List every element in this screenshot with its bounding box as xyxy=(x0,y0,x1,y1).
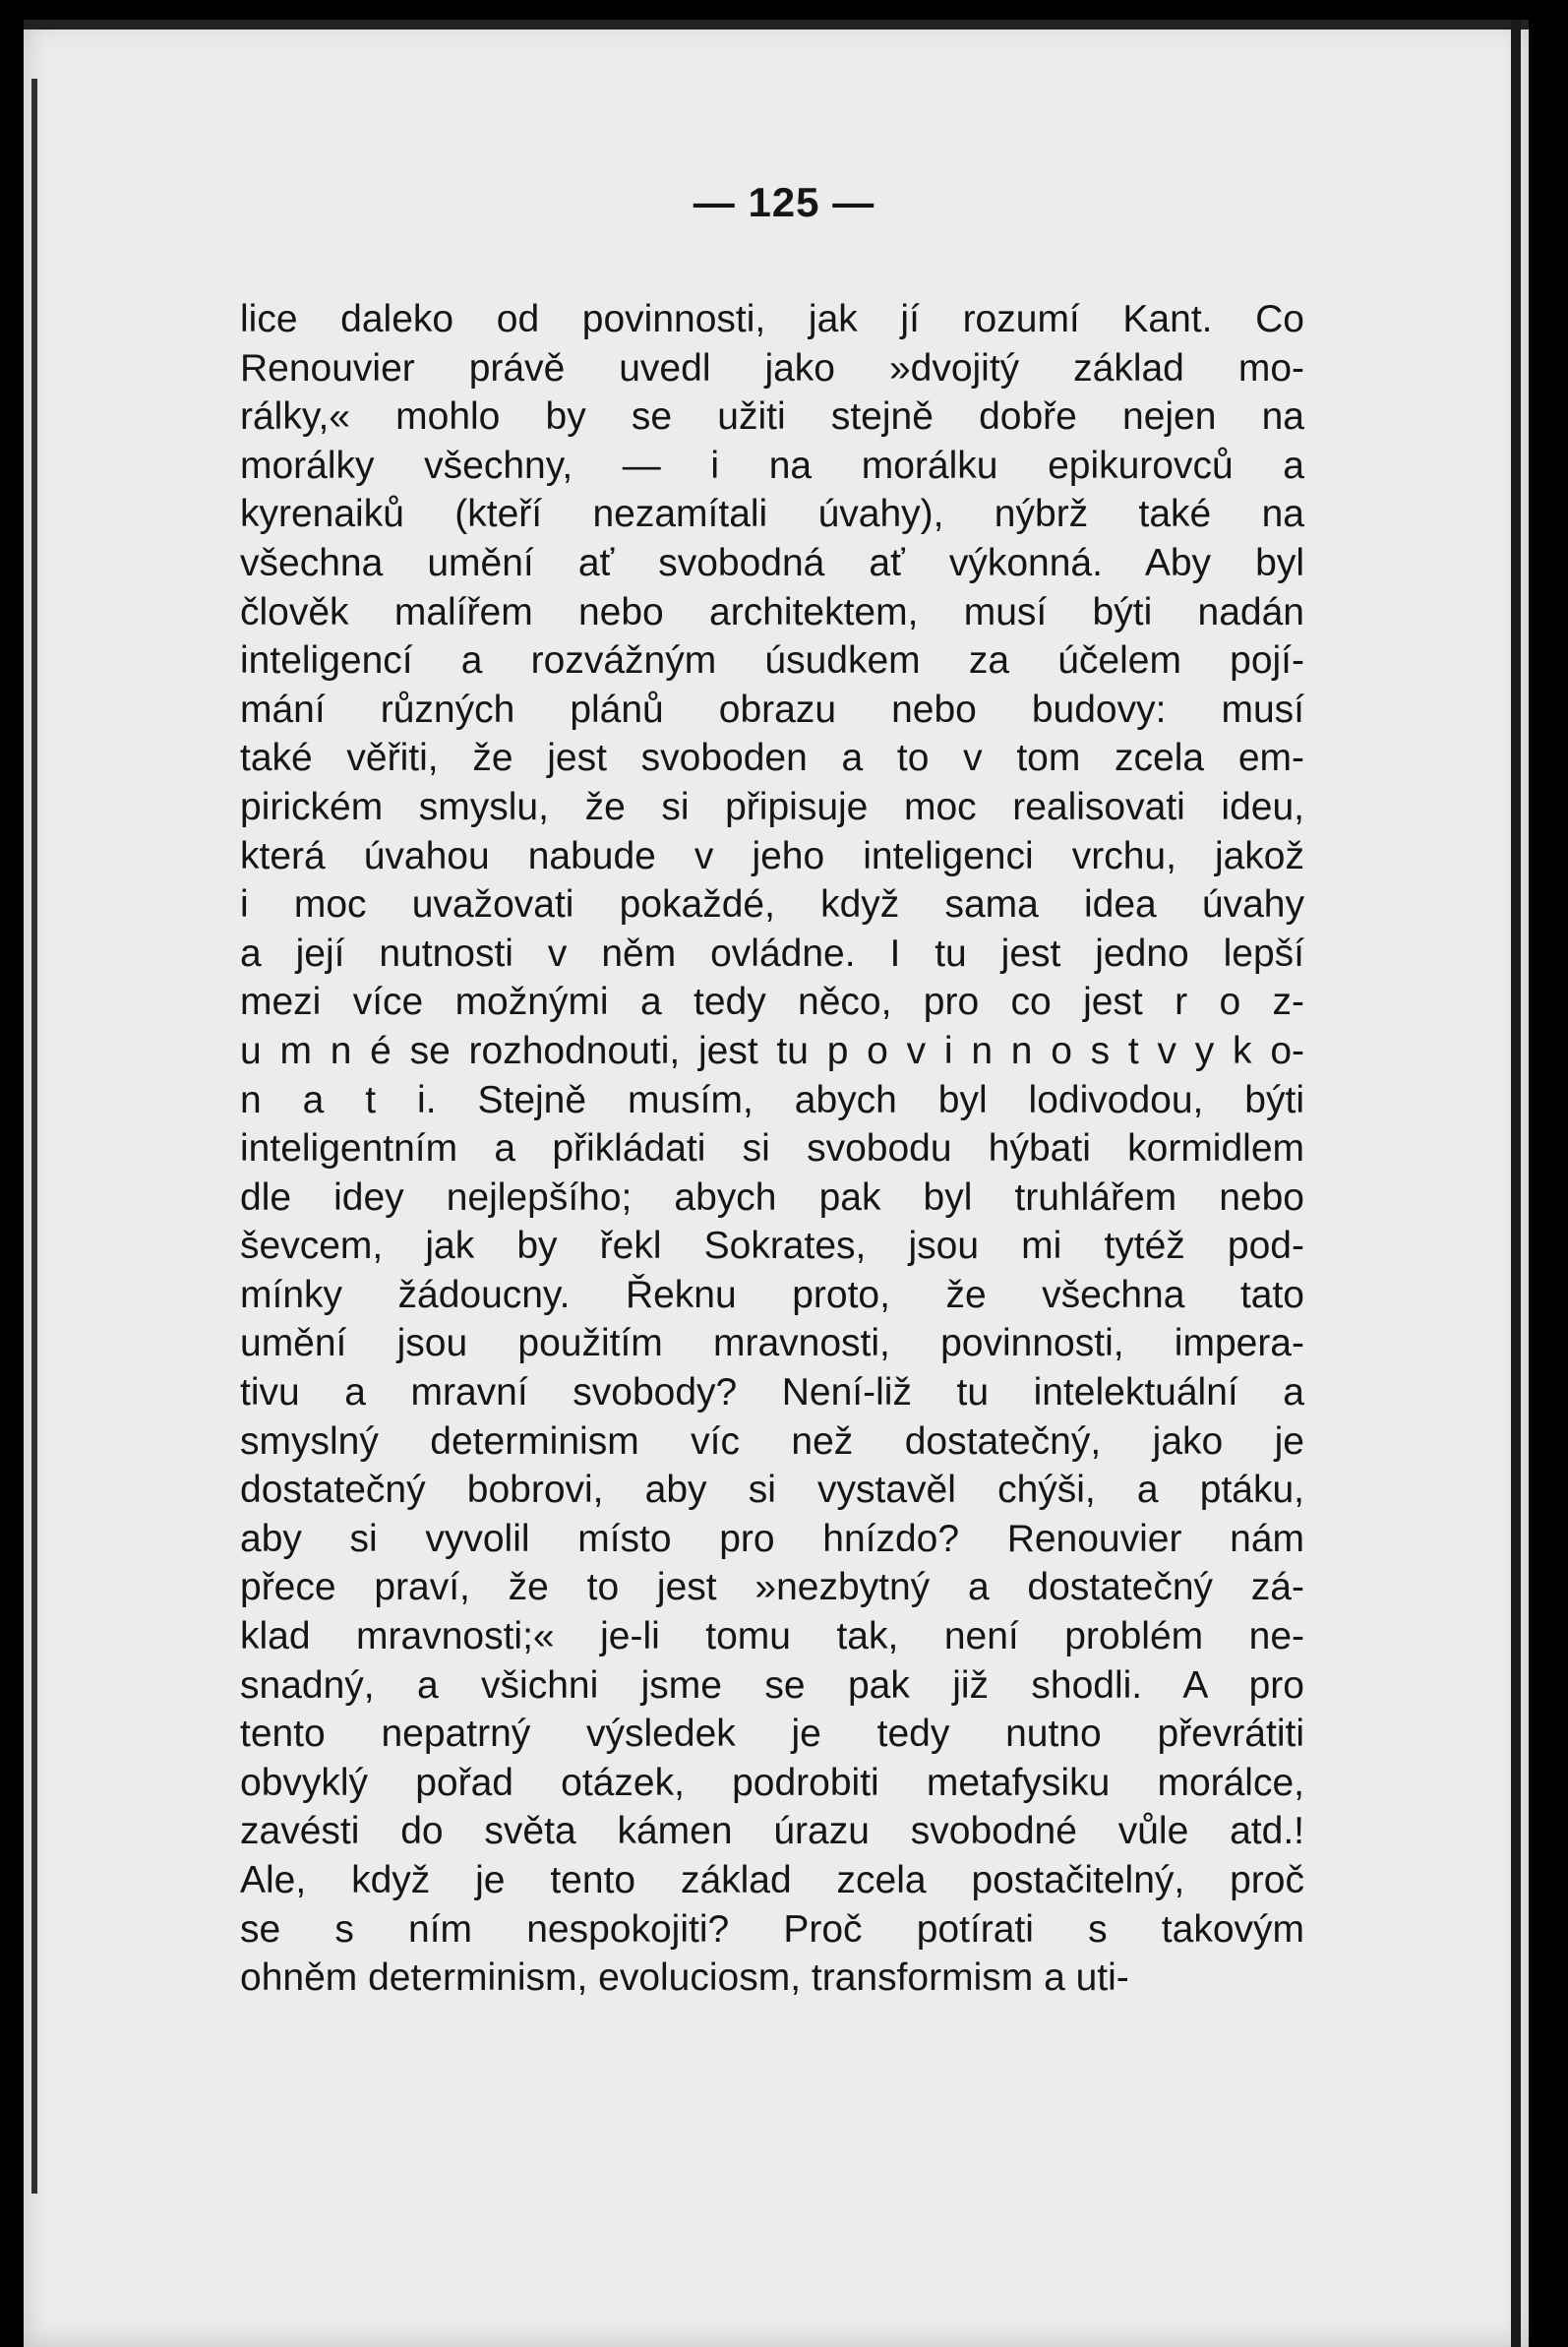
text-line: kyrenaiků (kteří nezamítali úvahy), nýbrž také na xyxy=(240,493,1304,536)
text-line: lice daleko od povinnosti, jak jí rozumí Kant. Co xyxy=(240,298,1304,340)
text-line: smyslný determinism víc než dostatečný, jako je xyxy=(240,1419,1304,1463)
text-line: přece praví, že to jest »nezbytný a dostatečný zá- xyxy=(240,1566,1304,1609)
text-line: ševcem, jak by řekl Sokrates, jsou mi tytéž pod- xyxy=(240,1225,1304,1268)
body-text xyxy=(240,295,1304,2003)
text-line: i moc uvažovati pokaždé, když sama idea úvahy xyxy=(240,883,1304,927)
text-line: pirickém smyslu, že si připisuje moc realisovati ideu, xyxy=(240,785,1304,828)
right-edge-shadow xyxy=(1511,20,1521,2347)
text-line: ohněm determinism, evoluciosm, transformism a uti- xyxy=(240,1956,1129,2000)
left-binding-edge xyxy=(31,79,37,2194)
text-line: n a t i. Stejně musím, abych byl lodivodou, býti xyxy=(240,1078,1304,1121)
top-edge-shadow xyxy=(24,20,1529,30)
text-line: aby si vyvolil místo pro hnízdo? Renouvier nám xyxy=(240,1517,1304,1560)
text-line: inteligentním a přikládati si svobodu hýbati kormidlem xyxy=(240,1127,1304,1171)
text-line: Renouvier právě uvedl jako »dvojitý základ mo- xyxy=(240,346,1304,390)
text-line: která úvahou nabude v jeho inteligenci vrchu, jakož xyxy=(240,834,1304,877)
text-line: také věřiti, že jest svoboden a to v tom zcela em- xyxy=(240,737,1304,780)
text-line: zavésti do světa kámen úrazu svobodné vůle atd.! xyxy=(240,1810,1304,1853)
text-line: člověk malířem nebo architektem, musí býti nadán xyxy=(240,590,1304,633)
text-line: inteligencí a rozvážným úsudkem za účelem pojí- xyxy=(240,639,1304,683)
text-line: tento nepatrný výsledek je tedy nutno převrátiti xyxy=(240,1713,1304,1756)
text-line: dle idey nejlepšího; abych pak byl truhlářem nebo xyxy=(240,1175,1304,1219)
text-line: dostatečný bobrovi, aby si vystavěl chýši, a ptáku, xyxy=(240,1469,1304,1512)
text-line: mezi více možnými a tedy něco, pro co jest r o z- xyxy=(240,981,1304,1024)
text-line: obvyklý pořad otázek, podrobiti metafysiku morálce, xyxy=(240,1761,1304,1804)
text-line: rálky,« mohlo by se užiti stejně dobře nejen na xyxy=(240,395,1304,439)
text-line: Ale, když je tento základ zcela postačitelný, proč xyxy=(240,1859,1304,1901)
text-line: všechna umění ať svobodná ať výkonná. Aby byl xyxy=(240,541,1304,584)
page-number: — 125 — xyxy=(693,179,875,225)
text-line: umění jsou použitím mravnosti, povinnosti, impera- xyxy=(240,1322,1304,1365)
text-line: mání různých plánů obrazu nebo budovy: musí xyxy=(240,688,1304,731)
text-line: klad mravnosti;« je-li tomu tak, není problém ne- xyxy=(240,1615,1304,1658)
text-line: a její nutnosti v něm ovládne. I tu jest jedno lepší xyxy=(240,932,1304,975)
text-line: se s ním nespokojiti? Proč potírati s takovým xyxy=(240,1907,1304,1951)
text-line: snadný, a všichni jsme se pak již shodli. A pro xyxy=(240,1663,1304,1707)
text-line: u m n é se rozhodnouti, jest tu p o v i n n o s t v y k o- xyxy=(240,1029,1304,1072)
text-line: tivu a mravní svobody? Není-liž tu intelektuální a xyxy=(240,1371,1304,1414)
text-line: morálky všechny, — i na morálku epikurovců a xyxy=(240,444,1304,487)
text-line: mínky žádoucny. Řeknu proto, že všechna tato xyxy=(240,1273,1304,1316)
